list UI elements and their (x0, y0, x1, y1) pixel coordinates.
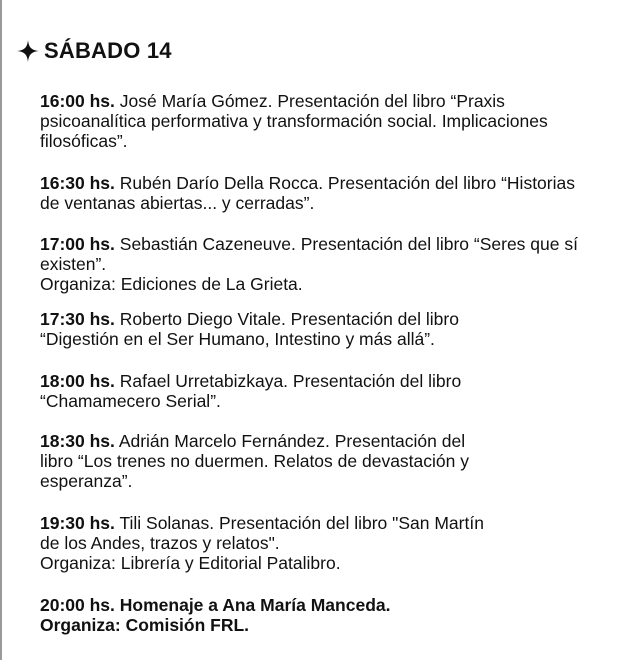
event-text: Sebastián Cazeneuve. Presentación del libro “Seres que sí (119, 234, 578, 254)
day-title: SÁBADO 14 (44, 38, 172, 63)
event-text: Organiza: Ediciones de La Grieta. (40, 274, 303, 294)
event-time: 20:00 hs. (40, 595, 115, 615)
event-line (40, 234, 578, 254)
event-entry (40, 234, 578, 294)
event-text: esperanza”. (40, 471, 133, 491)
event-text: Rubén Darío Della Rocca. Presentación del libro “Historias (119, 173, 575, 193)
left-margin-rule (0, 0, 2, 660)
event-time: 16:00 hs. (40, 91, 115, 111)
event-line (40, 371, 461, 391)
event-line (40, 91, 548, 111)
event-text: José María Gómez. Presentación del libro “Praxis (119, 91, 505, 111)
event-entry-highlight (40, 595, 390, 635)
event-text: Tili Solanas. Presentación del libro "San Martín (119, 513, 484, 533)
event-text: libro “Los trenes no duermen. Relatos de devastación y (40, 451, 469, 471)
event-entry (40, 309, 459, 349)
event-time: 17:00 hs. (40, 234, 115, 254)
event-text: psicoanalítica performativa y transformación social. Implicaciones (40, 111, 548, 131)
event-entry (40, 513, 484, 573)
event-time: 16:30 hs. (40, 173, 115, 193)
event-text: Organiza: Comisión FRL. (40, 615, 250, 635)
event-entry (40, 173, 575, 213)
event-entry (40, 371, 461, 411)
event-line (40, 309, 459, 329)
event-line (40, 173, 575, 193)
event-text: “Chamamecero Serial”. (40, 391, 221, 411)
event-line (40, 431, 469, 451)
event-time: 17:30 hs. (40, 309, 115, 329)
event-text: Organiza: Librería y Editorial Patalibro. (40, 553, 341, 573)
day-header (16, 38, 172, 64)
event-time: 18:30 hs. (40, 431, 115, 451)
event-time: 18:00 hs. (40, 371, 115, 391)
event-text: Homenaje a Ana María Manceda. (119, 595, 391, 615)
event-text: Roberto Diego Vitale. Presentación del libro (119, 309, 459, 329)
event-text: Rafael Urretabizkaya. Presentación del libro (119, 371, 462, 391)
four-point-star-icon (16, 39, 40, 63)
event-time: 19:30 hs. (40, 513, 115, 533)
event-line (40, 595, 390, 615)
event-text: filosóficas”. (40, 131, 128, 151)
event-text: existen”. (40, 254, 107, 274)
event-text: Adrián Marcelo Fernández. Presentación del (118, 431, 466, 451)
event-text: de ventanas abiertas... y cerradas”. (40, 193, 315, 213)
event-entry (40, 91, 548, 151)
event-line (40, 513, 484, 533)
event-text: “Digestión en el Ser Humano, Intestino y más allá”. (40, 329, 435, 349)
event-entry (40, 431, 469, 491)
event-text: de los Andes, trazos y relatos". (40, 533, 280, 553)
